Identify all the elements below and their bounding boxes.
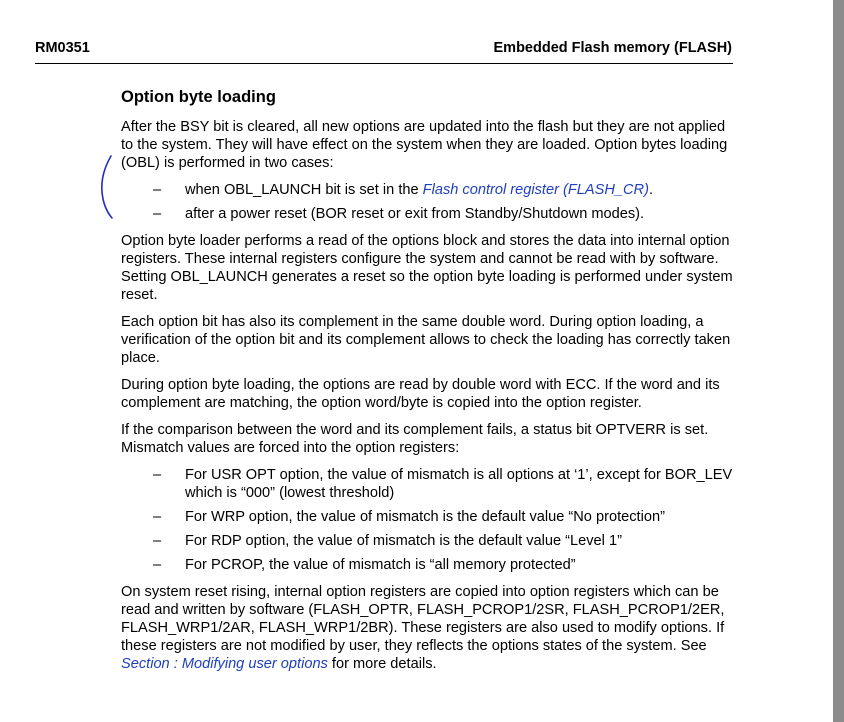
paragraph-4: During option byte loading, the options are read by double word with ECC. If the word and its complement are matching, the option word/byte is copied into the option register. bbox=[121, 377, 720, 411]
list-item: – For USR OPT option, the value of mismatch is all options at ‘1’, except for BOR_LEV which is “000” (lowest threshold) bbox=[153, 467, 733, 501]
paragraph-2: Option byte loader performs a read of the options block and stores the data into internal option registers. These internal registers configure the system and cannot be read with by software. Setting OBL_LAUNCH generates a reset so the option byte loading is performed under system reset. bbox=[121, 233, 733, 303]
paragraph-5: If the comparison between the word and its complement fails, a status bit OPTVERR is set. Mismatch values are forced into the option registers: bbox=[121, 422, 709, 456]
list-dash: – bbox=[153, 509, 162, 525]
list-dash: – bbox=[153, 467, 162, 483]
mismatch-values-list bbox=[121, 466, 733, 574]
document-reference: RM0351 bbox=[35, 40, 90, 56]
header-rule bbox=[35, 63, 733, 64]
list-item: – when OBL_LAUNCH bit is set in the Flash control register (FLASH_CR). bbox=[153, 182, 654, 198]
page-content bbox=[121, 87, 733, 682]
list-item: – after a power reset (BOR reset or exit from Standby/Shutdown modes). bbox=[153, 206, 645, 222]
list-item: – For PCROP, the value of mismatch is “all memory protected” bbox=[153, 557, 576, 573]
list-dash: – bbox=[153, 206, 162, 222]
list-dash: – bbox=[153, 182, 162, 198]
list-item: – For RDP option, the value of mismatch is the default value “Level 1” bbox=[153, 533, 622, 549]
section-title: Embedded Flash memory (FLASH) bbox=[493, 40, 732, 56]
list-item: – For WRP option, the value of mismatch is the default value “No protection” bbox=[153, 509, 665, 525]
paragraph-1: After the BSY bit is cleared, all new options are updated into the flash but they are not applied to the system. They will have effect on the system when they are loaded. Option bytes loading (OBL) is performed in two cases: bbox=[121, 119, 728, 171]
list-dash: – bbox=[153, 533, 162, 549]
section-heading: Option byte loading bbox=[121, 88, 276, 106]
list-dash: – bbox=[153, 557, 162, 573]
paragraph-6: On system reset rising, internal option registers are copied into option registers which can be read and written by software (FLASH_OPTR, FLASH_PCROP1/2SR, FLASH_PCROP1/2ER, FLASH_WRP1/2AR, FLASH_WRP1/2BR). These registers are also used to modify options. If these registers are not modified by user, they reflects the options states of the system. See Section : Modifying user options for more details. bbox=[121, 584, 725, 672]
flash-cr-link[interactable]: Flash control register (FLASH_CR) bbox=[422, 182, 649, 198]
paragraph-3: Each option bit has also its complement in the same double word. During option loading, a verification of the option bit and its complement allows to check the loading has correctly taken place. bbox=[121, 314, 731, 366]
modifying-user-options-link[interactable]: Section : Modifying user options bbox=[121, 656, 328, 672]
vertical-scrollbar[interactable] bbox=[833, 0, 844, 722]
pen-stroke bbox=[102, 156, 112, 218]
obl-cases-list bbox=[121, 181, 733, 223]
